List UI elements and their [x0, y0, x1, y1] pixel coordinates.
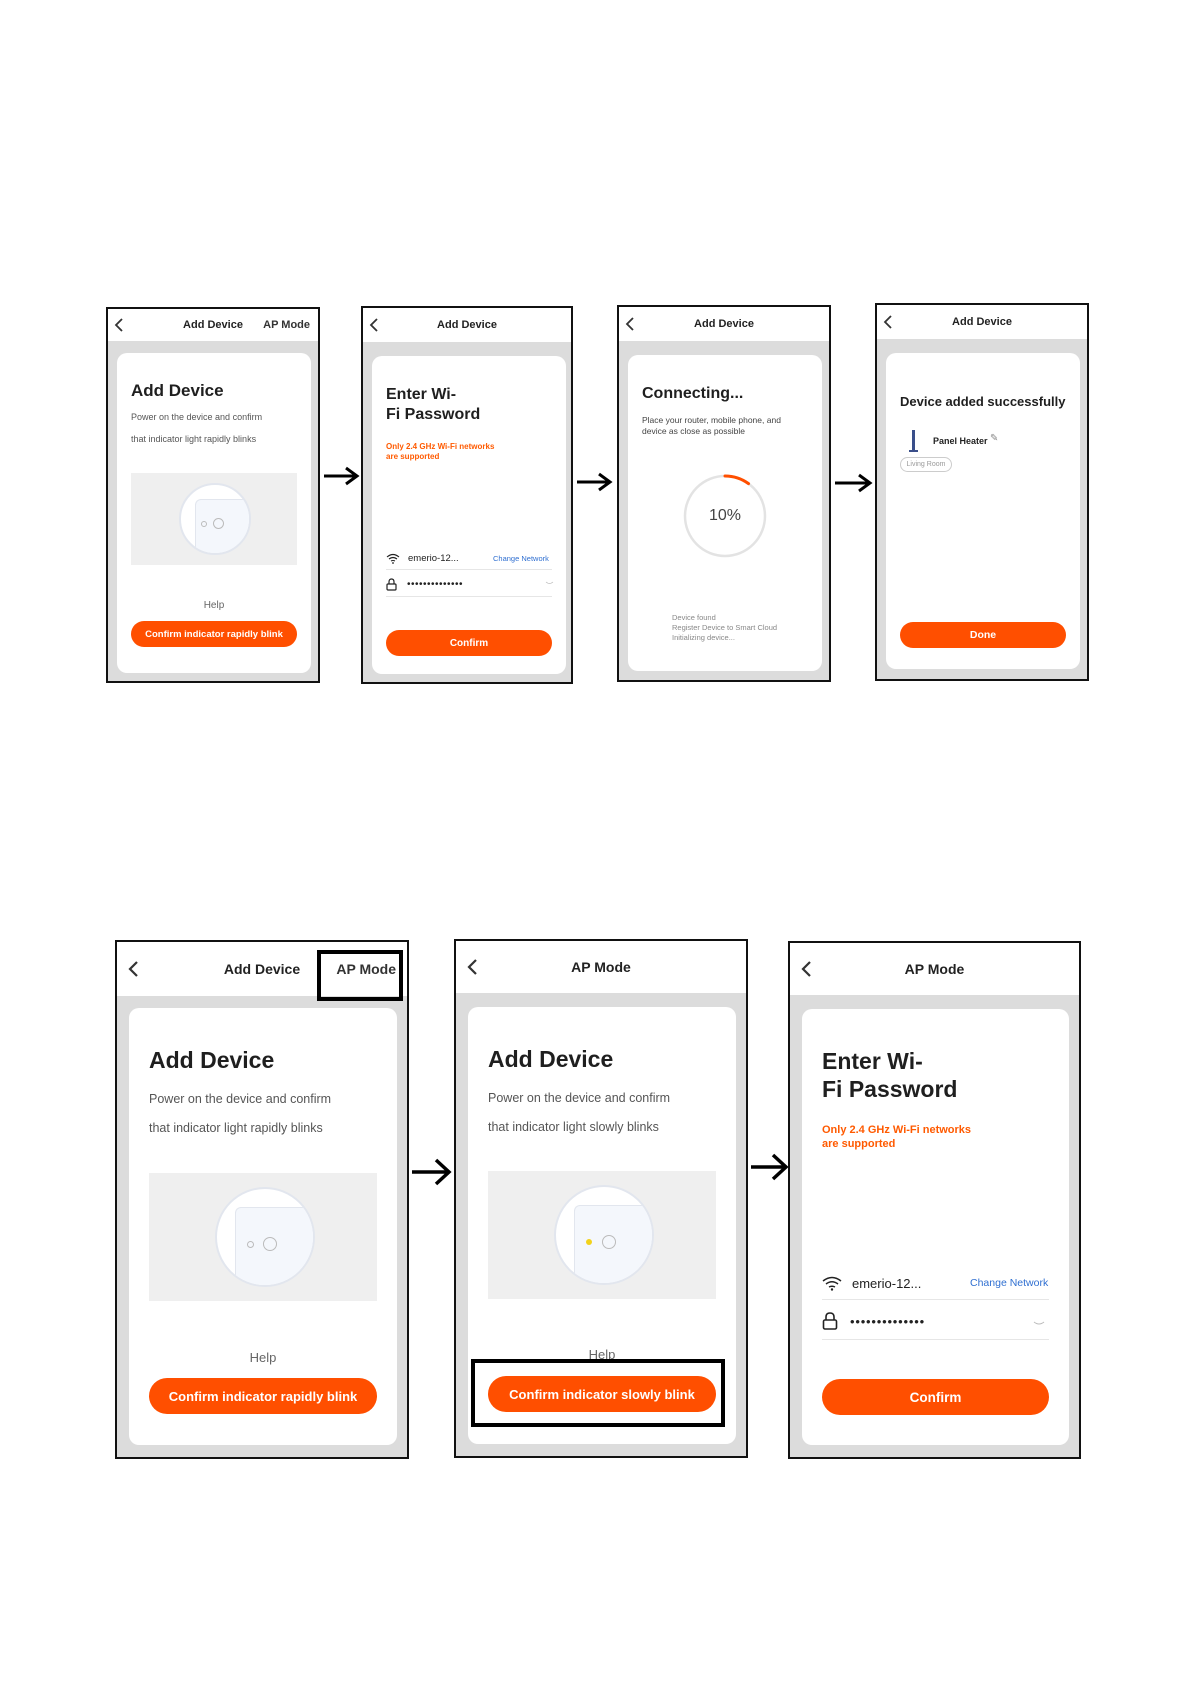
- warning-line-2: are supported: [386, 452, 440, 461]
- heading-line-2: Fi Password: [386, 406, 481, 423]
- help-link[interactable]: Help: [249, 1350, 277, 1365]
- header-title: Add Device: [183, 319, 243, 331]
- header-title: Add Device: [223, 961, 301, 977]
- warning-line-1: Only 2.4 GHz Wi-Fi networks: [386, 442, 495, 451]
- confirm-rapid-blink-button[interactable]: Confirm indicator rapidly blink: [131, 621, 297, 647]
- instruction-line-2: that indicator light rapidly blinks: [131, 434, 257, 444]
- indicator-light: [201, 521, 207, 527]
- network-name: emerio-12...: [852, 1275, 922, 1291]
- password-value: ••••••••••••••: [850, 1313, 925, 1329]
- device-illustration: [488, 1171, 716, 1299]
- heater-icon: [908, 429, 920, 453]
- confirm-rapid-blink-button[interactable]: Confirm indicator rapidly blink: [149, 1378, 377, 1414]
- page-heading: Connecting...: [642, 385, 744, 402]
- status-line-2: Register Device to Smart Cloud: [672, 623, 778, 632]
- confirm-button[interactable]: Confirm: [386, 630, 552, 656]
- screen-ap-mode-enter-wifi: [788, 941, 1081, 1459]
- status-line-3: Initializing device...: [672, 633, 735, 642]
- page-heading: Add Device: [131, 381, 224, 400]
- warning-line-2: are supported: [822, 1138, 896, 1150]
- content-card: [628, 355, 822, 671]
- screen-connecting: [617, 305, 831, 682]
- content-card: [802, 1009, 1069, 1445]
- success-heading: Device added successfully: [900, 394, 1066, 409]
- wifi-icon: [386, 553, 400, 564]
- done-button[interactable]: Done: [900, 622, 1066, 648]
- instruction-line-2: device as close as possible: [642, 426, 746, 436]
- header-title: AP Mode: [904, 961, 965, 977]
- content-card: [372, 356, 566, 674]
- ap-mode-link[interactable]: AP Mode: [336, 961, 396, 977]
- header-title: Add Device: [437, 319, 497, 331]
- highlight-slow-blink-button: [471, 1359, 725, 1427]
- warning-line-1: Only 2.4 GHz Wi-Fi networks: [822, 1124, 972, 1136]
- power-icon: [213, 518, 224, 529]
- instruction-line-1: Place your router, mobile phone, and: [642, 415, 781, 425]
- power-icon: [602, 1235, 616, 1249]
- header: [363, 308, 571, 342]
- instruction-line-1: Power on the device and confirm: [131, 412, 263, 422]
- arrow-right-icon: [322, 466, 360, 486]
- header: [456, 941, 746, 993]
- indicator-light: [586, 1239, 592, 1245]
- header: [108, 309, 318, 341]
- lock-icon: [822, 1312, 838, 1330]
- screen-device-added: [875, 303, 1089, 681]
- network-name: emerio-12...: [408, 552, 459, 564]
- heading-line-1: Enter Wi-: [386, 386, 457, 403]
- header: [877, 305, 1087, 339]
- instruction-line-2: that indicator light rapidly blinks: [149, 1121, 323, 1135]
- change-network-link[interactable]: Change Network: [493, 554, 549, 563]
- page-heading: Add Device: [149, 1047, 275, 1073]
- room-tag[interactable]: Living Room: [900, 457, 952, 472]
- instruction-line-1: Power on the device and confirm: [149, 1092, 332, 1106]
- header: [619, 307, 829, 341]
- screen-add-device: [106, 307, 320, 683]
- power-icon: [263, 1237, 277, 1251]
- device-illustration: [131, 473, 297, 565]
- heading-line-2: Fi Password: [822, 1076, 958, 1102]
- content-card: [117, 353, 311, 673]
- content-card: [129, 1008, 397, 1445]
- arrow-right-icon: [410, 1157, 452, 1187]
- header-title: Add Device: [952, 316, 1012, 328]
- eye-closed-icon[interactable]: [545, 581, 554, 586]
- network-row: [386, 551, 459, 565]
- lock-icon: [386, 578, 397, 591]
- wifi-icon: [822, 1276, 842, 1291]
- page-heading: Add Device: [488, 1046, 614, 1072]
- ap-mode-link[interactable]: AP Mode: [263, 319, 310, 331]
- confirm-button[interactable]: Confirm: [822, 1379, 1049, 1415]
- device-name: Panel Heater: [933, 436, 988, 446]
- password-value: ••••••••••••••: [407, 578, 464, 590]
- password-field[interactable]: [822, 1311, 925, 1331]
- indicator-light: [247, 1241, 254, 1248]
- instruction-line-1: Power on the device and confirm: [488, 1091, 671, 1105]
- instruction-line-2: that indicator light slowly blinks: [488, 1120, 659, 1134]
- arrow-right-icon: [749, 1152, 789, 1182]
- status-line-1: Device found: [672, 613, 716, 622]
- header-title: AP Mode: [571, 959, 631, 975]
- highlight-ap-mode: [317, 950, 403, 1001]
- screen-enter-wifi: [361, 306, 573, 684]
- help-link[interactable]: Help: [588, 1347, 616, 1362]
- help-link[interactable]: Help: [203, 600, 225, 611]
- password-field[interactable]: [386, 577, 463, 591]
- heading-line-1: Enter Wi-: [822, 1048, 923, 1074]
- screen-add-device-large: [115, 940, 409, 1459]
- header: [790, 943, 1079, 995]
- edit-icon[interactable]: ✎: [990, 433, 999, 444]
- header-title: Add Device: [694, 318, 754, 330]
- content-card: [886, 353, 1080, 669]
- change-network-link[interactable]: Change Network: [970, 1277, 1049, 1289]
- eye-closed-icon[interactable]: [1033, 1321, 1045, 1327]
- arrow-right-icon: [833, 473, 873, 493]
- device-illustration: [149, 1173, 377, 1301]
- progress-percent: 10%: [708, 507, 742, 524]
- arrow-right-icon: [575, 472, 613, 492]
- network-row: [822, 1274, 921, 1292]
- confirm-slow-blink-button[interactable]: Confirm indicator slowly blink: [488, 1376, 716, 1412]
